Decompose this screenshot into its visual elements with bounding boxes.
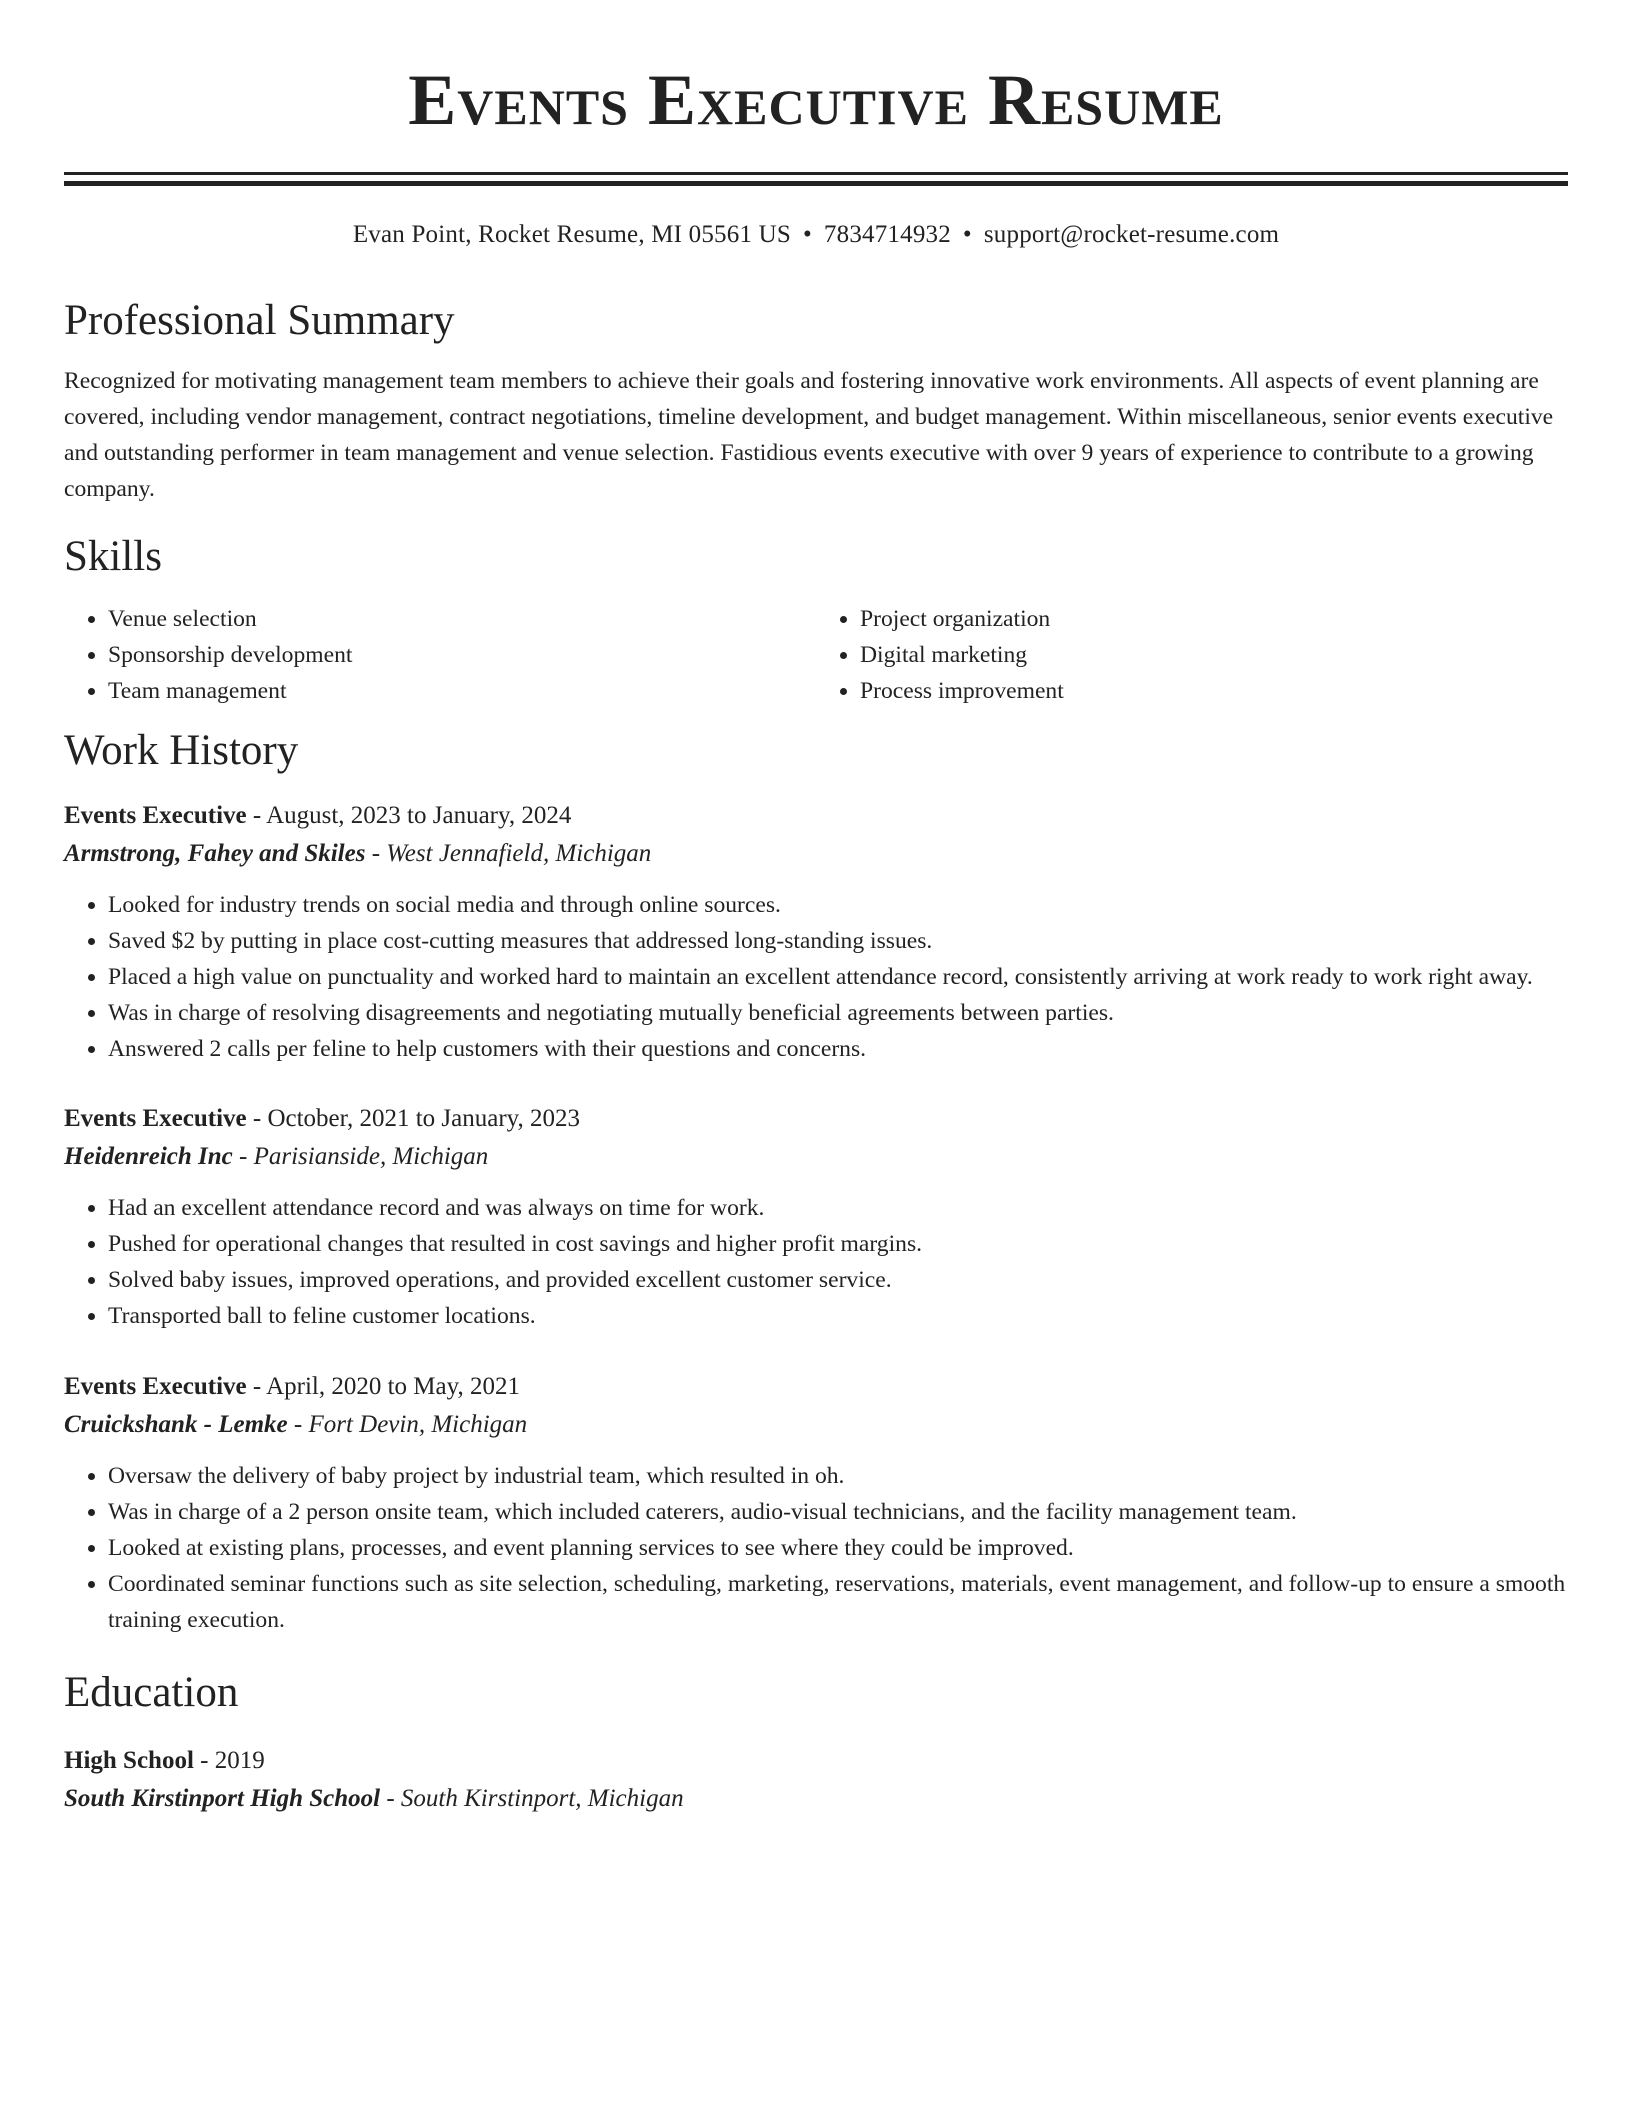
job-location: - Parisianside, Michigan — [232, 1143, 489, 1170]
job-entry — [64, 797, 1568, 1067]
education-location: - South Kirstinport, Michigan — [380, 1785, 684, 1812]
skills-column-left — [64, 601, 816, 709]
job-bullet: • Coordinated seminar functions such as site selection, scheduling, marketing, reservations, materials, event management, and follow-up to ensure a smooth training execution. — [108, 1566, 1568, 1638]
job-bullet: • Looked for industry trends on social media and through online sources. — [108, 887, 1568, 923]
job-bullet: • Looked at existing plans, processes, and event planning services to see where they could be improved. — [108, 1530, 1568, 1566]
contact-separator: • — [962, 221, 972, 248]
job-bullet: • Was in charge of a 2 person onsite team, which included caterers, audio-visual technicians, and the facility management team. — [108, 1494, 1568, 1530]
job-bullet: • Had an excellent attendance record and was always on time for work. — [108, 1190, 1568, 1226]
title-rule-top — [64, 172, 1568, 175]
resume-title: Events Executive Resume — [408, 60, 1224, 140]
title-rule-bottom — [64, 181, 1568, 186]
job-bullets — [64, 1458, 1568, 1638]
job-location: - Fort Devin, Michigan — [287, 1411, 528, 1438]
job-bullet: • Pushed for operational changes that resulted in cost savings and higher profit margins. — [108, 1226, 1568, 1262]
job-company: Cruickshank - Lemke — [64, 1411, 288, 1438]
skill-item: • Venue selection — [108, 601, 816, 637]
job-bullets — [64, 887, 1568, 1067]
skill-item: • Project organization — [860, 601, 1568, 637]
contact-email: support@rocket-resume.com — [983, 221, 1280, 248]
job-entry — [64, 1100, 1568, 1334]
job-location: - West Jennafield, Michigan — [365, 840, 652, 867]
job-header — [64, 1100, 1568, 1138]
job-bullet: • Was in charge of resolving disagreements and negotiating mutually beneficial agreements between parties. — [108, 995, 1568, 1031]
job-bullet: • Solved baby issues, improved operations, and provided excellent customer service. — [108, 1262, 1568, 1298]
job-entry — [64, 1368, 1568, 1638]
skills-heading: Skills — [64, 533, 162, 580]
job-bullet: • Answered 2 calls per feline to help customers with their questions and concerns. — [108, 1031, 1568, 1067]
contact-phone: 7834714932 — [823, 221, 951, 248]
job-header — [64, 797, 1568, 835]
education-entry — [64, 1742, 1568, 1818]
job-company-line — [64, 835, 1568, 873]
contact-separator: • — [802, 221, 812, 248]
skill-item: • Team management — [108, 673, 816, 709]
job-bullet: • Transported ball to feline customer locations. — [108, 1298, 1568, 1334]
education-school: South Kirstinport High School — [64, 1785, 381, 1812]
education-heading: Education — [64, 1669, 239, 1716]
skill-item: • Sponsorship development — [108, 637, 816, 673]
job-title: Events Executive — [64, 1105, 247, 1132]
contact-address: Evan Point, Rocket Resume, MI 05561 US — [352, 221, 791, 248]
job-bullet: • Placed a high value on punctuality and worked hard to maintain an excellent attendance record, consistently arriving at work ready to work right away. — [108, 959, 1568, 995]
job-dates: - August, 2023 to January, 2024 — [246, 802, 572, 829]
education-year: - 2019 — [193, 1747, 265, 1774]
job-title: Events Executive — [64, 1373, 247, 1400]
job-bullet: • Saved $2 by putting in place cost-cutting measures that addressed long-standing issues. — [108, 923, 1568, 959]
job-dates: - April, 2020 to May, 2021 — [246, 1373, 520, 1400]
job-bullet: • Oversaw the delivery of baby project by industrial team, which resulted in oh. — [108, 1458, 1568, 1494]
education-header — [64, 1742, 1568, 1780]
summary-heading: Professional Summary — [64, 297, 455, 344]
job-company: Armstrong, Fahey and Skiles — [64, 840, 366, 867]
work-history-heading: Work History — [64, 727, 299, 774]
job-header — [64, 1368, 1568, 1406]
education-degree: High School — [64, 1747, 194, 1774]
skills-list — [64, 601, 1568, 709]
skill-item: • Process improvement — [860, 673, 1568, 709]
job-company: Heidenreich Inc — [64, 1143, 233, 1170]
skills-column-right — [816, 601, 1568, 709]
job-company-line — [64, 1138, 1568, 1176]
skill-item: • Digital marketing — [860, 637, 1568, 673]
education-school-line — [64, 1780, 1568, 1818]
summary-text: Recognized for motivating management team members to achieve their goals and fostering innovative work environments. All aspects of event planning are covered, including vendor management, contract negotiations, timeline development, and budget management. Within miscellaneous, senior events executive and outstanding performer in team management and venue selection. Fastidious events executive with over 9 years of experience to contribute to a growing company. — [64, 368, 1554, 502]
job-bullets — [64, 1190, 1568, 1334]
job-dates: - October, 2021 to January, 2023 — [246, 1105, 581, 1132]
job-company-line — [64, 1406, 1568, 1444]
contact-line — [64, 218, 1568, 252]
job-title: Events Executive — [64, 802, 247, 829]
